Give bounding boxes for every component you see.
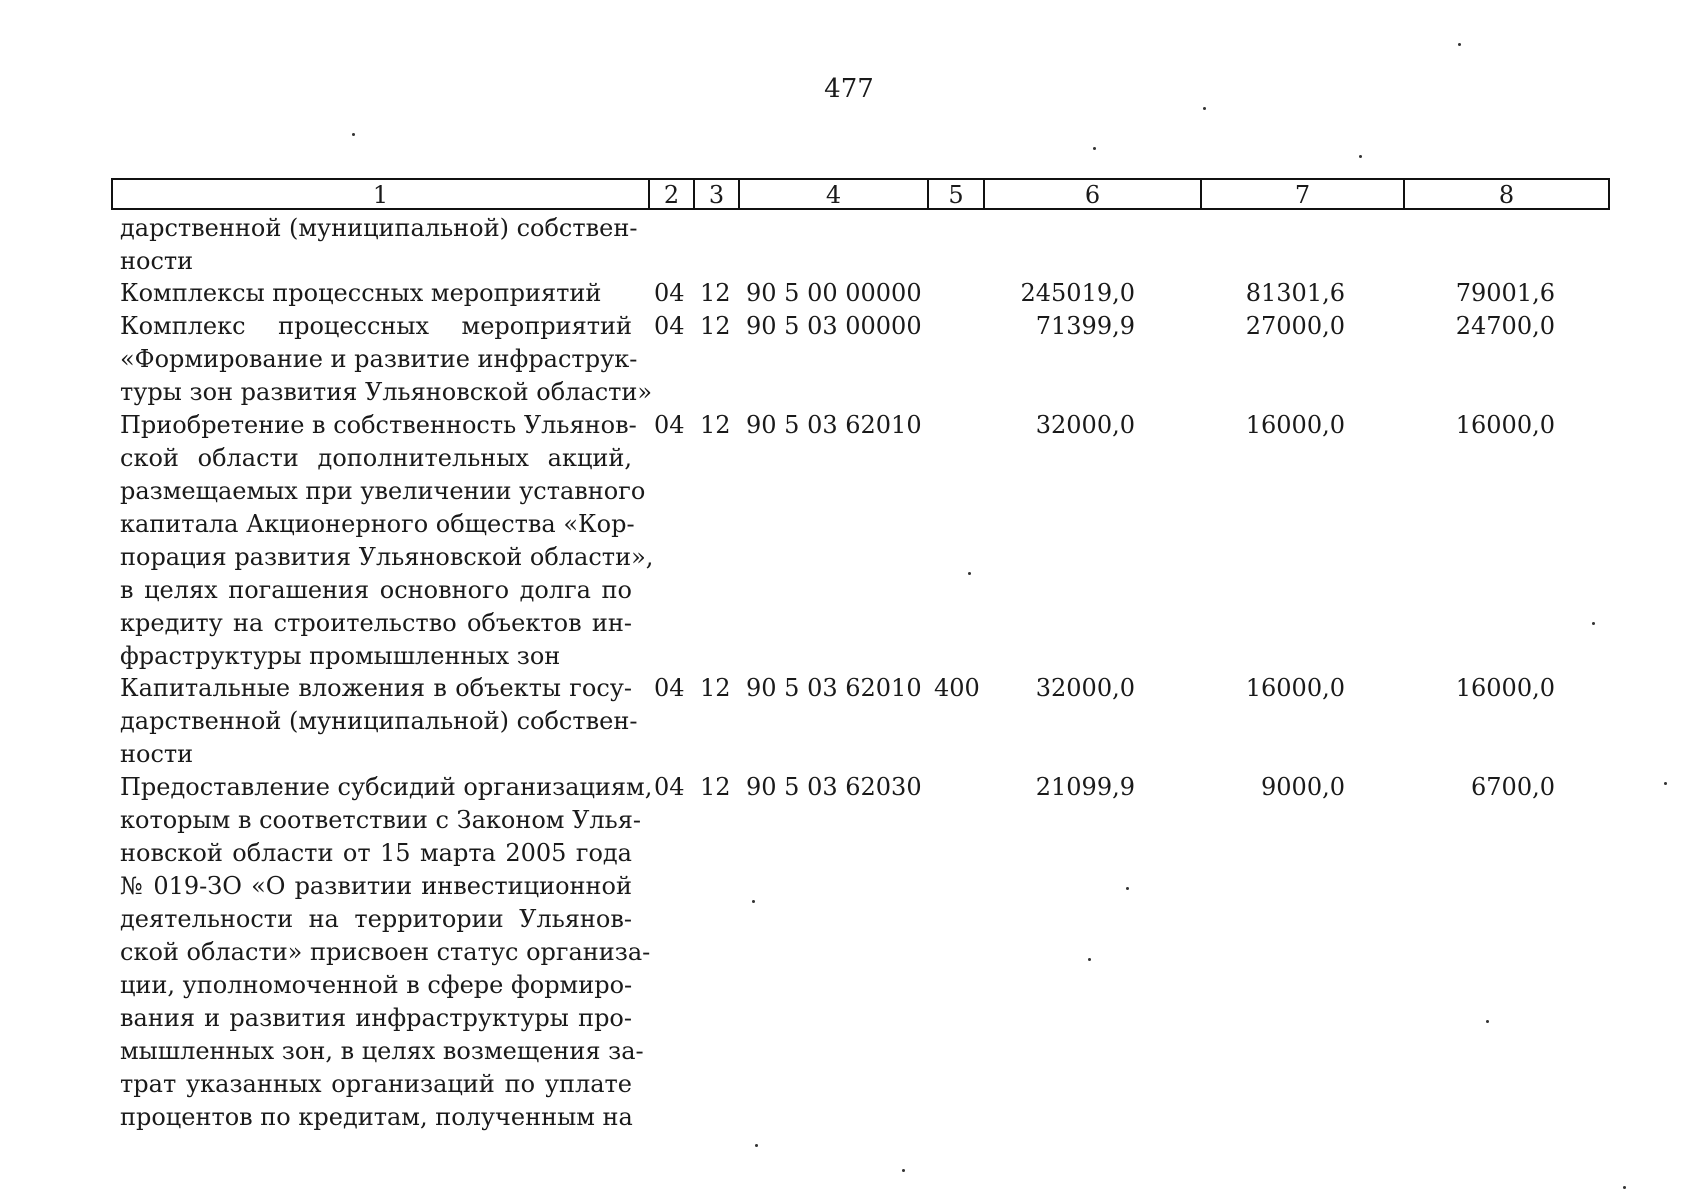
scan-speck xyxy=(1359,155,1362,158)
cell-section: 04 xyxy=(654,674,685,702)
cell-amount-6: 32000,0 xyxy=(1035,411,1135,439)
cell-subsection: 12 xyxy=(700,312,731,340)
cell-amount-8: 6700,0 xyxy=(1471,773,1555,801)
cell-expense-type: 400 xyxy=(934,674,980,702)
cell-amount-7: 9000,0 xyxy=(1261,773,1345,801)
header-col-3: 3 xyxy=(693,180,738,208)
scan-speck xyxy=(1203,107,1206,110)
row-text-line: фраструктуры промышленных зон xyxy=(120,642,561,670)
table-row xyxy=(120,771,653,1134)
header-col-2: 2 xyxy=(648,180,693,208)
row-text-line: дарственной (муниципальной) собствен- xyxy=(120,707,638,735)
row-text-line: размещаемых при увеличении уставного xyxy=(120,477,646,505)
row-text-line: мышленных зон, в целях возмещения за- xyxy=(120,1037,644,1065)
scan-speck xyxy=(1093,147,1096,150)
cell-amount-7: 81301,6 xyxy=(1245,279,1345,307)
row-text-line: процентов по кредитам, полученным на xyxy=(120,1103,633,1131)
table-header-row xyxy=(111,178,1610,210)
cell-amount-6: 21099,9 xyxy=(1035,773,1135,801)
header-col-5: 5 xyxy=(927,180,983,208)
cell-subsection: 12 xyxy=(700,674,731,702)
cell-target-code: 90 5 03 62010 xyxy=(746,674,922,702)
scan-speck xyxy=(1458,43,1461,46)
row-text-line: дарственной (муниципальной) собствен- xyxy=(120,214,638,242)
table-row xyxy=(120,409,654,673)
cell-amount-6: 245019,0 xyxy=(1020,279,1135,307)
table-row xyxy=(120,310,653,409)
row-text-line: № 019-ЗО «О развитии инвестиционной xyxy=(120,872,632,900)
scan-speck xyxy=(1592,622,1595,625)
cell-amount-8: 24700,0 xyxy=(1455,312,1555,340)
scan-speck xyxy=(752,900,755,903)
cell-amount-8: 79001,6 xyxy=(1455,279,1555,307)
scan-speck xyxy=(1088,958,1091,961)
cell-subsection: 12 xyxy=(700,773,731,801)
row-text-line: порация развития Ульяновской области», xyxy=(120,543,654,571)
row-text-line: которым в соответствии с Законом Улья- xyxy=(120,806,641,834)
row-text-line: туры зон развития Ульяновской области» xyxy=(120,378,653,406)
row-text-line: деятельности на территории Ульянов- xyxy=(120,905,632,933)
cell-amount-6: 71399,9 xyxy=(1035,312,1135,340)
table-row xyxy=(120,277,632,310)
row-text-line: ности xyxy=(120,740,194,768)
scan-speck xyxy=(352,133,355,136)
header-col-7: 7 xyxy=(1200,180,1403,208)
row-text-line: трат указанных организаций по уплате xyxy=(120,1070,632,1098)
cell-subsection: 12 xyxy=(700,279,731,307)
row-text-line: в целях погашения основного долга по xyxy=(120,576,632,604)
cell-subsection: 12 xyxy=(700,411,731,439)
row-text-line: капитала Акционерного общества «Кор- xyxy=(120,510,635,538)
header-col-4: 4 xyxy=(738,180,927,208)
header-col-1: 1 xyxy=(372,181,389,209)
row-text-line: Предоставление субсидий организациям, xyxy=(120,773,653,801)
cell-target-code: 90 5 03 00000 xyxy=(746,312,922,340)
scan-speck xyxy=(1486,1020,1489,1023)
row-text-line: вания и развития инфраструктуры про- xyxy=(120,1004,632,1032)
cell-amount-8: 16000,0 xyxy=(1455,674,1555,702)
scan-speck xyxy=(755,1144,758,1147)
scan-speck xyxy=(1664,782,1667,785)
row-text-line: ской области дополнительных акций, xyxy=(120,444,632,472)
row-text-line: новской области от 15 марта 2005 года xyxy=(120,839,632,867)
table-row xyxy=(120,212,638,278)
scan-speck xyxy=(902,1169,905,1172)
scan-speck xyxy=(1126,887,1129,890)
row-text-line: Комплекс процессных мероприятий xyxy=(120,312,632,340)
cell-amount-7: 27000,0 xyxy=(1245,312,1345,340)
row-text-line: ности xyxy=(120,247,194,275)
cell-amount-8: 16000,0 xyxy=(1455,411,1555,439)
row-text-line: Комплексы процессных мероприятий xyxy=(120,279,602,307)
scan-speck xyxy=(1623,1186,1626,1189)
page-number: 477 xyxy=(824,74,874,104)
row-text-line: ской области» присвоен статус организа- xyxy=(120,938,651,966)
row-text-line: ции, уполномоченной в сфере формиро- xyxy=(120,971,633,999)
row-text-line: Капитальные вложения в объекты госу- xyxy=(120,674,632,702)
cell-section: 04 xyxy=(654,312,685,340)
scan-speck xyxy=(968,572,971,575)
header-col-8: 8 xyxy=(1403,180,1608,208)
cell-section: 04 xyxy=(654,411,685,439)
header-col-6: 6 xyxy=(983,180,1200,208)
row-text-line: Приобретение в собственность Ульянов- xyxy=(120,411,637,439)
cell-amount-7: 16000,0 xyxy=(1245,411,1345,439)
cell-section: 04 xyxy=(654,773,685,801)
cell-target-code: 90 5 03 62010 xyxy=(746,411,922,439)
table-row xyxy=(120,672,638,771)
cell-amount-7: 16000,0 xyxy=(1245,674,1345,702)
row-text-line: «Формирование и развитие инфраструк- xyxy=(120,345,638,373)
cell-amount-6: 32000,0 xyxy=(1035,674,1135,702)
cell-target-code: 90 5 00 00000 xyxy=(746,279,922,307)
cell-target-code: 90 5 03 62030 xyxy=(746,773,922,801)
cell-section: 04 xyxy=(654,279,685,307)
row-text-line: кредиту на строительство объектов ин- xyxy=(120,609,632,637)
